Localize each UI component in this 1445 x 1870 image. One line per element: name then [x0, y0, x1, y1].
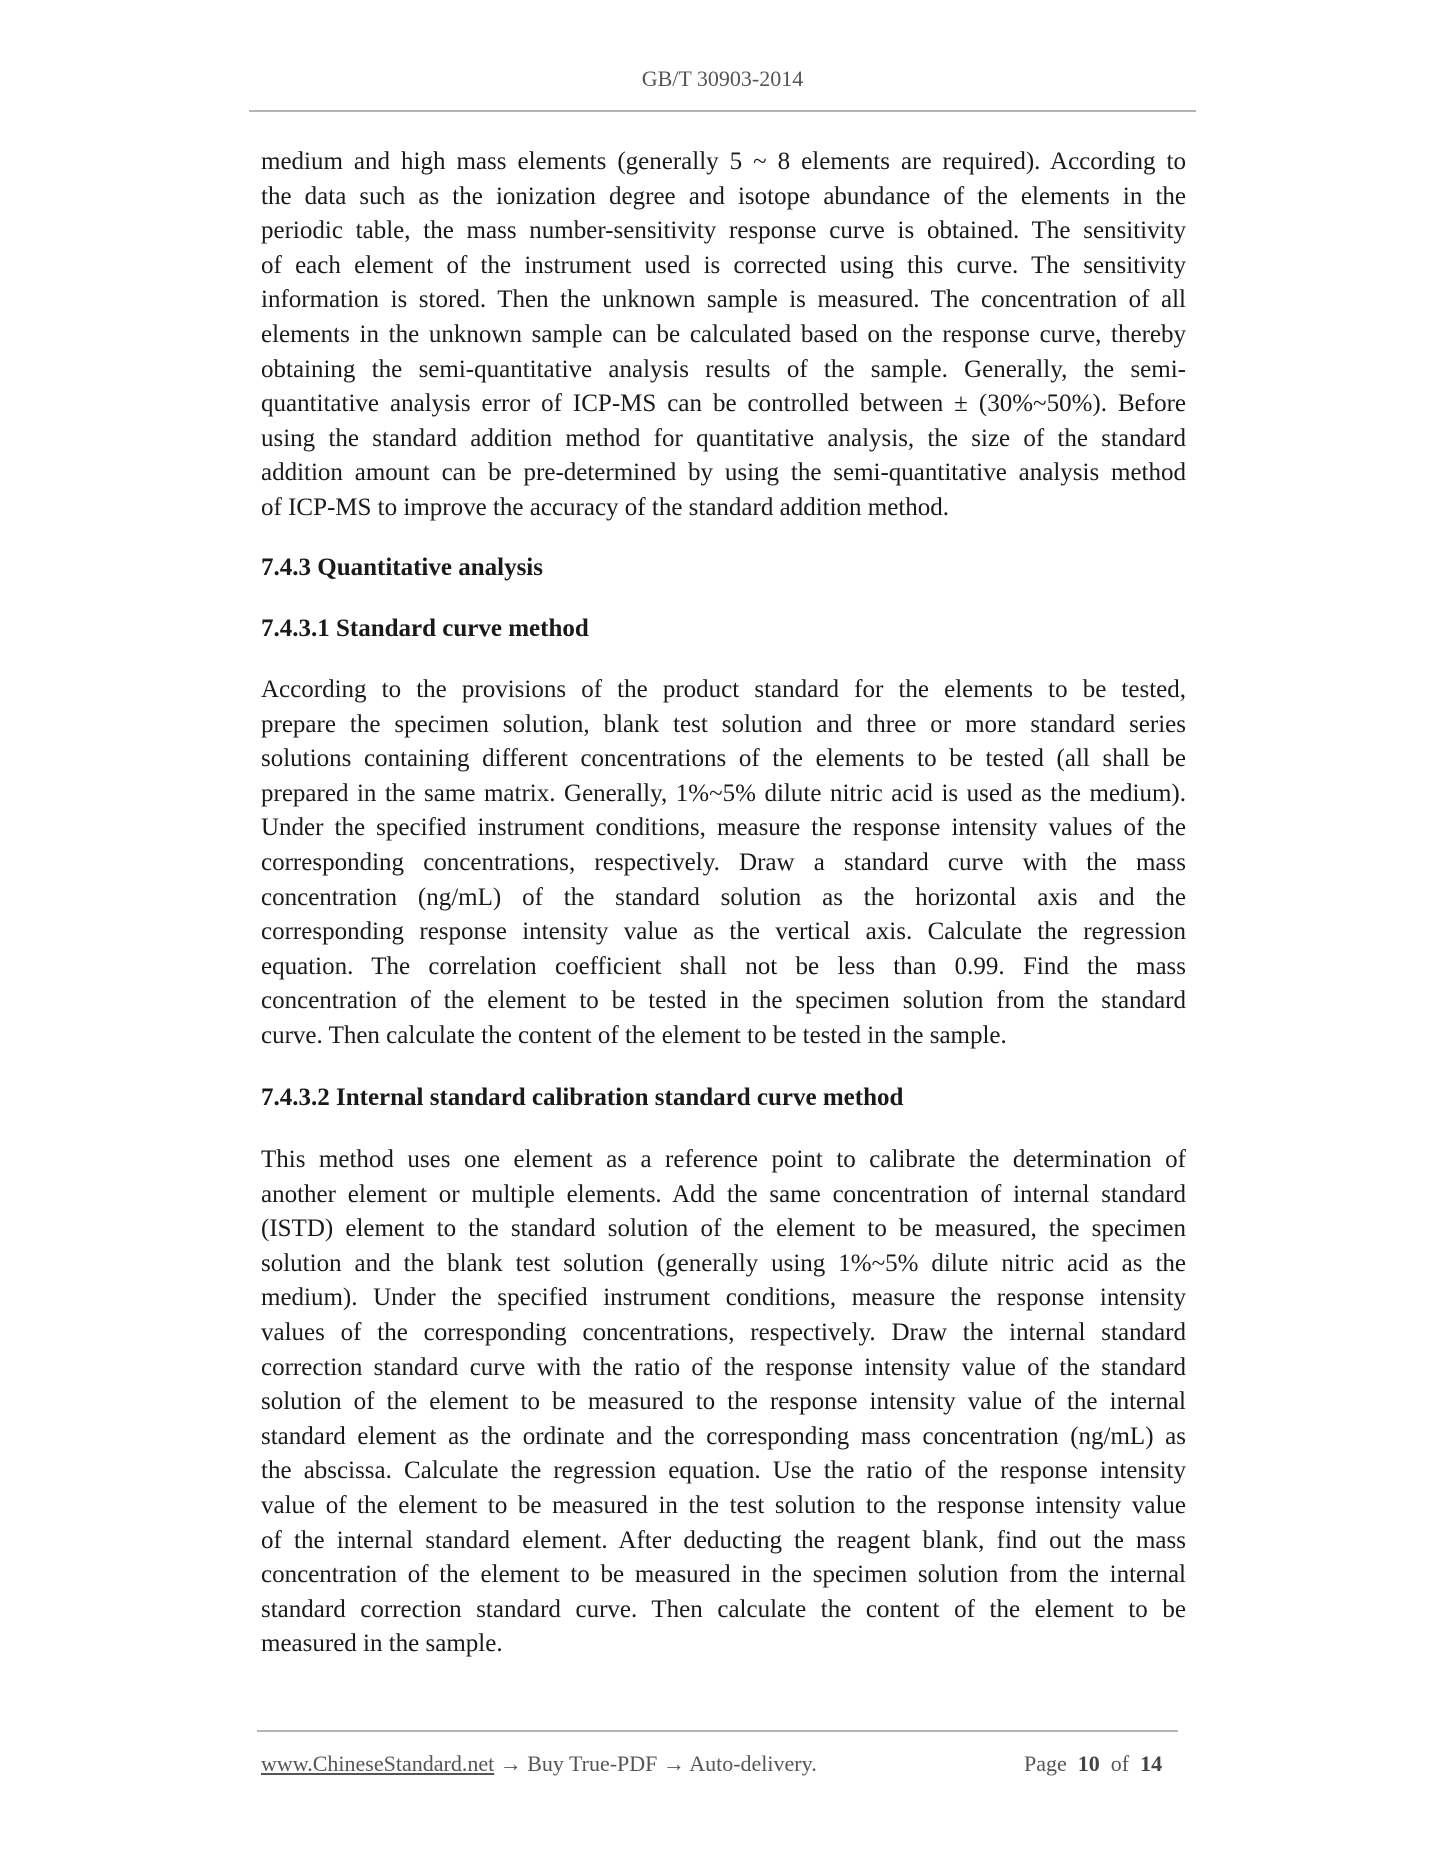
- text-line: of ICP-MS to improve the accuracy of the standard addition method.: [261, 493, 950, 521]
- text-line: obtaining the semi-quantitative analysis results of the sample. Generally, the semi-: [261, 355, 1186, 383]
- text-line: (ISTD) element to the standard solution of the element to be measured, the specimen: [261, 1215, 1186, 1243]
- text-line: solutions containing different concentrations of the elements to be tested (all shall be: [261, 745, 1186, 773]
- text-line: According to the provisions of the product standard for the elements to be tested,: [261, 676, 1186, 703]
- text-line: another element or multiple elements. Add the same concentration of internal standard: [261, 1180, 1186, 1208]
- text-line: concentration (ng/mL) of the standard solution as the horizontal axis and the: [261, 883, 1186, 911]
- text-line: information is stored. Then the unknown sample is measured. The concentration of all: [261, 286, 1186, 314]
- heading-internal-standard-method: 7.4.3.2 Internal standard calibration standard curve method: [261, 1084, 904, 1111]
- text-line: prepare the specimen solution, blank test solution and three or more standard series: [261, 710, 1186, 738]
- chinesestandard-link[interactable]: www.ChineseStandard.net: [261, 1751, 495, 1776]
- footer-divider: [257, 1730, 1178, 1732]
- text-line: medium and high mass elements (generally 5 ~ 8 elements are required). According to: [261, 148, 1186, 175]
- header-divider: [249, 110, 1196, 112]
- text-line: correction standard curve with the ratio of the response intensity value of the standard: [261, 1353, 1186, 1381]
- text-line: using the standard addition method for quantitative analysis, the size of the standard: [261, 424, 1186, 452]
- text-line: medium). Under the specified instrument conditions, measure the response intensity: [261, 1284, 1186, 1312]
- text-line: equation. The correlation coefficient shall not be less than 0.99. Find the mass: [261, 952, 1186, 980]
- arrow-right-icon: →: [662, 1751, 685, 1776]
- text-line: measured in the sample.: [261, 1630, 503, 1658]
- auto-delivery-text: Auto-delivery.: [689, 1751, 817, 1776]
- text-line: This method uses one element as a reference point to calibrate the determination of: [261, 1146, 1186, 1173]
- paragraph-standard-curve: [261, 673, 1186, 1054]
- page-total: 14: [1140, 1751, 1163, 1776]
- page-indicator: [1024, 1751, 1162, 1777]
- heading-quantitative-analysis: 7.4.3 Quantitative analysis: [261, 554, 543, 581]
- text-line: periodic table, the mass number-sensitivity response curve is obtained. The sensitivity: [261, 217, 1186, 245]
- text-line: standard element as the ordinate and the corresponding mass concentration (ng/mL) as: [261, 1422, 1186, 1450]
- text-line: the data such as the ionization degree and isotope abundance of the elements in the: [261, 182, 1186, 210]
- page-of: of: [1110, 1751, 1130, 1776]
- text-line: values of the corresponding concentrations, respectively. Draw the internal standard: [261, 1318, 1186, 1346]
- page-current: 10: [1077, 1751, 1100, 1776]
- text-line: concentration of the element to be tested in the specimen solution from the standard: [261, 987, 1186, 1015]
- text-line: addition amount can be pre-determined by using the semi-quantitative analysis method: [261, 459, 1186, 487]
- heading-standard-curve-method: 7.4.3.1 Standard curve method: [261, 615, 589, 642]
- text-line: concentration of the element to be measured in the specimen solution from the internal: [261, 1561, 1186, 1589]
- text-line: solution and the blank test solution (generally using 1%~5% dilute nitric acid as the: [261, 1249, 1186, 1277]
- text-line: prepared in the same matrix. Generally, 1%~5% dilute nitric acid is used as the medium).: [261, 779, 1186, 807]
- text-line: quantitative analysis error of ICP-MS can be controlled between ± (30%~50%). Before: [261, 390, 1186, 418]
- text-line: of the internal standard element. After deducting the reagent blank, find out the mass: [261, 1526, 1186, 1554]
- paragraph-semi-quantitative: [261, 145, 1186, 526]
- footer-promo: [261, 1751, 817, 1777]
- arrow-right-icon: →: [499, 1751, 522, 1776]
- text-line: corresponding response intensity value as the vertical axis. Calculate the regression: [261, 918, 1186, 946]
- buy-true-pdf-text: Buy True-PDF: [527, 1751, 658, 1776]
- text-line: standard correction standard curve. Then calculate the content of the element to be: [261, 1595, 1186, 1623]
- page-label: Page: [1024, 1751, 1067, 1776]
- text-line: solution of the element to be measured to the response intensity value of the internal: [261, 1388, 1186, 1416]
- text-line: the abscissa. Calculate the regression equation. Use the ratio of the response intensity: [261, 1457, 1186, 1485]
- paragraph-internal-standard: [261, 1143, 1186, 1662]
- text-line: of each element of the instrument used is corrected using this curve. The sensitivity: [261, 251, 1186, 279]
- text-line: value of the element to be measured in the test solution to the response intensity value: [261, 1491, 1186, 1519]
- document-header-title: GB/T 30903-2014: [641, 66, 804, 91]
- text-line: corresponding concentrations, respectively. Draw a standard curve with the mass: [261, 848, 1186, 876]
- text-line: curve. Then calculate the content of the element to be tested in the sample.: [261, 1021, 1007, 1049]
- text-line: elements in the unknown sample can be calculated based on the response curve, thereby: [261, 320, 1186, 348]
- text-line: Under the specified instrument conditions, measure the response intensity values of the: [261, 814, 1186, 842]
